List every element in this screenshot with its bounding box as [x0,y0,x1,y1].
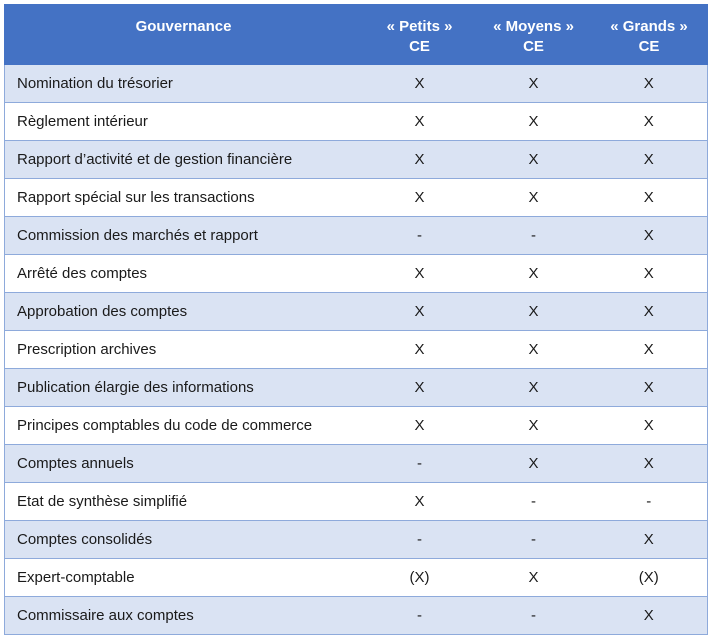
cell-grands-ce: X [591,445,708,483]
cell-moyens-ce: X [477,369,591,407]
cell-petits-ce: - [363,217,477,255]
row-label: Commission des marchés et rapport [5,217,363,255]
cell-moyens-ce: - [477,597,591,635]
cell-petits-ce: X [363,255,477,293]
row-label: Rapport spécial sur les transactions [5,179,363,217]
cell-petits-ce: (X) [363,559,477,597]
cell-moyens-ce: X [477,255,591,293]
row-label: Expert-comptable [5,559,363,597]
cell-grands-ce: X [591,597,708,635]
row-label: Principes comptables du code de commerce [5,407,363,445]
row-label: Etat de synthèse simplifié [5,483,363,521]
header-moyens-ce [477,5,591,65]
cell-moyens-ce: X [477,407,591,445]
cell-moyens-ce: - [477,483,591,521]
table-row [5,293,708,331]
header-moyens-line1: « Moyens » [493,18,574,35]
cell-moyens-ce: - [477,521,591,559]
table-row [5,483,708,521]
cell-petits-ce: X [363,483,477,521]
row-label: Arrêté des comptes [5,255,363,293]
header-gouvernance [5,5,363,65]
row-label: Comptes consolidés [5,521,363,559]
cell-grands-ce: X [591,65,708,103]
cell-petits-ce: X [363,293,477,331]
row-label: Rapport d’activité et de gestion financière [5,141,363,179]
cell-petits-ce: - [363,521,477,559]
table-row [5,103,708,141]
cell-moyens-ce: X [477,293,591,331]
table-row [5,141,708,179]
header-petits-line1: « Petits » [386,18,453,35]
cell-grands-ce: (X) [591,559,708,597]
cell-moyens-ce: X [477,331,591,369]
header-gouvernance-label: Gouvernance [135,18,232,35]
table-row [5,369,708,407]
row-label: Règlement intérieur [5,103,363,141]
header-grands-line1: « Grands » [610,18,688,35]
cell-petits-ce: X [363,65,477,103]
cell-petits-ce: - [363,597,477,635]
governance-table [4,4,708,635]
cell-petits-ce: X [363,407,477,445]
header-moyens-line2: CE [523,38,544,55]
cell-grands-ce: X [591,521,708,559]
cell-petits-ce: X [363,141,477,179]
row-label: Publication élargie des informations [5,369,363,407]
cell-grands-ce: X [591,293,708,331]
row-label: Prescription archives [5,331,363,369]
cell-grands-ce: X [591,217,708,255]
cell-grands-ce: X [591,179,708,217]
table-row [5,559,708,597]
table-row [5,65,708,103]
cell-moyens-ce: X [477,141,591,179]
governance-table-container [4,4,707,635]
table-row [5,179,708,217]
cell-grands-ce: X [591,331,708,369]
row-label: Nomination du trésorier [5,65,363,103]
cell-grands-ce: X [591,369,708,407]
table-row [5,445,708,483]
header-petits-ce [363,5,477,65]
table-row [5,255,708,293]
row-label: Comptes annuels [5,445,363,483]
cell-moyens-ce: X [477,179,591,217]
table-row [5,217,708,255]
cell-grands-ce: X [591,141,708,179]
cell-petits-ce: X [363,331,477,369]
cell-petits-ce: X [363,103,477,141]
row-label: Approbation des comptes [5,293,363,331]
cell-moyens-ce: X [477,445,591,483]
cell-grands-ce: X [591,103,708,141]
table-row [5,407,708,445]
table-row [5,521,708,559]
table-row [5,597,708,635]
cell-petits-ce: - [363,445,477,483]
cell-moyens-ce: X [477,65,591,103]
cell-grands-ce: - [591,483,708,521]
cell-moyens-ce: X [477,103,591,141]
cell-petits-ce: X [363,369,477,407]
table-header-row [5,5,708,65]
cell-grands-ce: X [591,255,708,293]
table-body [5,65,708,635]
header-grands-line2: CE [638,38,660,55]
cell-petits-ce: X [363,179,477,217]
row-label: Commissaire aux comptes [5,597,363,635]
header-grands-ce [591,5,708,65]
cell-moyens-ce: - [477,217,591,255]
cell-grands-ce: X [591,407,708,445]
cell-moyens-ce: X [477,559,591,597]
table-row [5,331,708,369]
header-petits-line2: CE [409,38,430,55]
